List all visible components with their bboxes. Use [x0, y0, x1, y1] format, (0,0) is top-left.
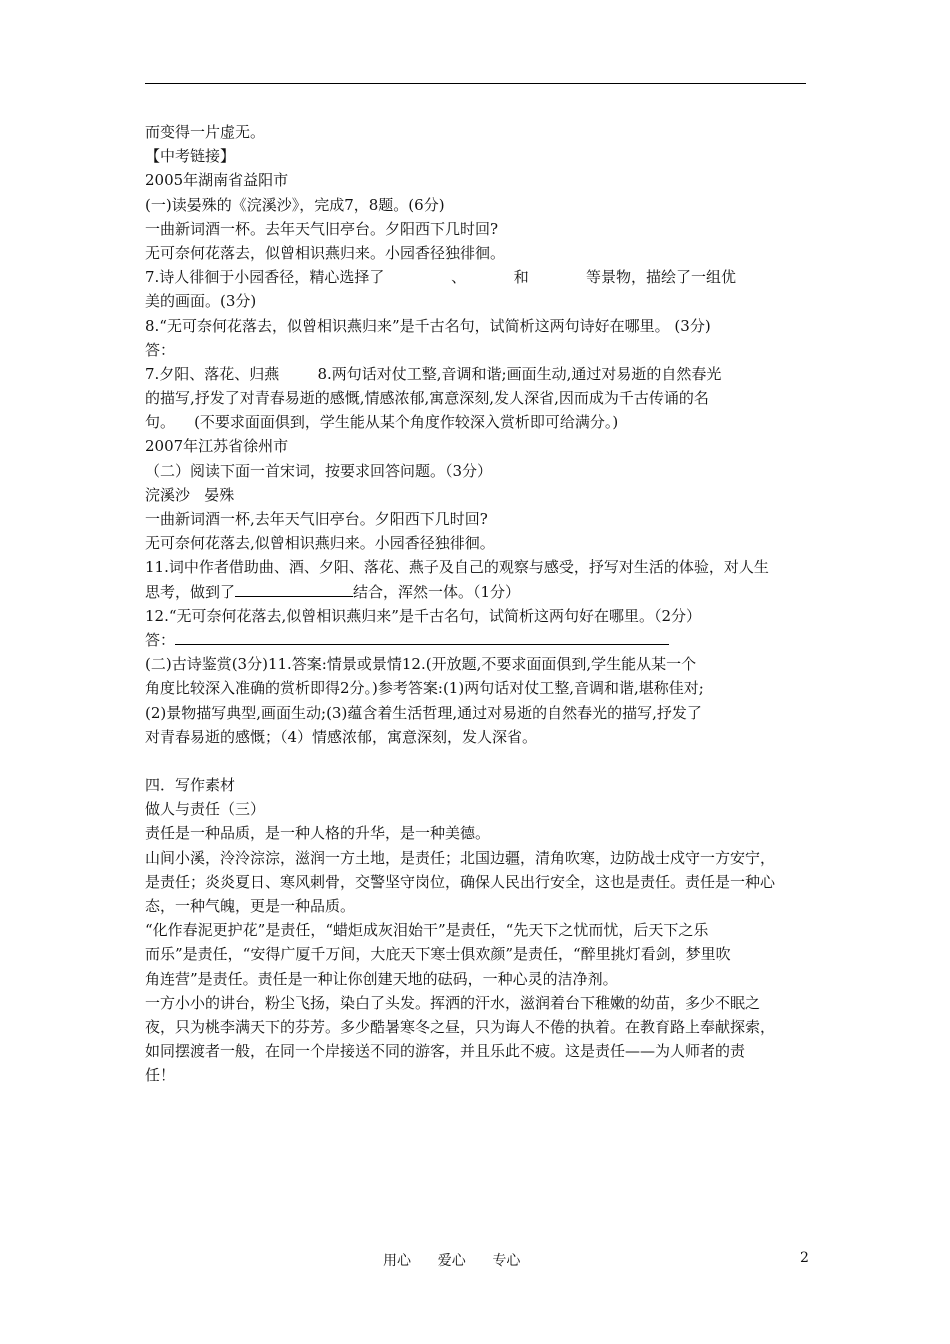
spacer — [145, 749, 815, 773]
document-body — [145, 120, 815, 1088]
text-line: 山间小溪，泠泠淙淙，滋润一方土地，是责任；北国边疆，清角吹寒，边防战士戍守一方安宁， — [145, 848, 776, 867]
section-heading: 【中考链接】 — [145, 147, 236, 166]
text-line: 2007年江苏省徐州市 — [145, 437, 289, 456]
answer-line — [145, 628, 815, 652]
answer-line: 7.夕阳、落花、归燕 8.两句话对仗工整,音调和谐;画面生动,通过对易逝的自然春光 — [145, 364, 722, 383]
subsection-heading: 做人与责任（三） — [145, 800, 266, 819]
answer-line: (2)景物描写典型,画面生动;(3)蕴含着生活哲理,通过对易逝的自然春光的描写,抒发了 — [145, 703, 702, 722]
question-line: 8.“无可奈何花落去，似曾相识燕归来”是千古名句，试简析这两句诗好在哪里。 (3分) — [145, 316, 711, 335]
answer-line: 的描写,抒发了对青春易逝的感慨,情感浓郁,寓意深刻,发人深省,因而成为千古传诵的名 — [145, 389, 709, 408]
answer-label: 答： — [145, 630, 176, 649]
text-line: 而变得一片虚无。 — [145, 123, 266, 141]
text-line: 责任是一种品质，是一种人格的升华，是一种美德。 — [145, 824, 491, 843]
text-line: 是责任；炎炎夏日、寒风刺骨，交警坚守岗位，确保人民出行安全，这也是责任。责任是一种心 — [145, 872, 776, 891]
question-line: 12.“无可奈何花落去,似曾相识燕归来”是千古名句，试简析这两句好在哪里。（2分） — [145, 606, 702, 625]
question-line: 7.诗人徘徊于小园香径，精心选择了 、 和 等景物，描绘了一组优 — [145, 268, 736, 287]
question-line: 11.词中作者借助曲、酒、夕阳、落花、燕子及自己的观察与感受，抒写对生活的体验，对人生 — [145, 558, 769, 577]
poem-title: 浣溪沙 晏殊 — [145, 485, 235, 504]
poem-line: 一曲新词酒一杯。去年天气旧亭台。夕阳西下几时回? — [145, 219, 499, 238]
poem-line: 一曲新词酒一杯,去年天气旧亭台。夕阳西下几时回? — [145, 510, 488, 528]
header-rule — [145, 83, 806, 84]
section-heading: 四．写作素材 — [145, 776, 236, 795]
text-line: 而乐”是责任，“安得广厦千万间，大庇天下寒士俱欢颜”是责任，“醉里挑灯看剑，梦里吹 — [145, 945, 731, 964]
poem-line: 无可奈何花落去,似曾相识燕归来。小园香径独徘徊。 — [145, 534, 495, 553]
text-line: “化作春泥更护花”是责任，“蜡炬成灰泪始干”是责任，“先天下之忧而忧，后天下之乐 — [145, 921, 709, 940]
text-line: (一)读晏殊的《浣溪沙》，完成7，8题。(6分) — [145, 195, 445, 214]
answer-line: (二)古诗鉴赏(3分)11.答案:情景或景情12.(开放题,不要求面面俱到,学生能从某一个 — [145, 655, 697, 674]
answer-label: 答： — [145, 340, 176, 359]
text-line: 2005年湖南省益阳市 — [145, 171, 289, 190]
footer-motto: 用心 爱心 专心 — [383, 1253, 521, 1269]
text-line: 态，一种气魄，更是一种品质。 — [145, 897, 356, 915]
poem-line: 无可奈何花落去，似曾相识燕归来。小园香径独徘徊。 — [145, 243, 506, 262]
text-line: （二）阅读下面一首宋词，按要求回答问题。（3分） — [145, 461, 493, 480]
text-line: 一方小小的讲台，粉尘飞扬，染白了头发。挥洒的汗水，滋润着台下稚嫩的幼苗，多少不眠之 — [145, 993, 761, 1012]
question-line — [145, 580, 815, 604]
answer-line: 角度比较深入准确的赏析即得2分。)参考答案:(1)两句话对仗工整,音调和谐,堪称佳对; — [145, 679, 704, 698]
text-line: 夜，只为桃李满天下的芬芳。多少酷暑寒冬之昼，只为诲人不倦的执着。在教育路上奉献探索， — [145, 1017, 776, 1036]
text-line: 角连营”是责任。责任是一种让你创建天地的砝码，一种心灵的洁净剂。 — [145, 969, 618, 988]
page-number: 2 — [800, 1250, 809, 1266]
text-line: 如同摆渡者一般，在同一个岸接送不同的游客，并且乐此不疲。这是责任——为人师者的责 — [145, 1042, 746, 1061]
question-text: 结合，浑然一体。（1分） — [353, 582, 521, 601]
question-text: 思考，做到了 — [145, 582, 236, 601]
answer-line: 句。 (不要求面面俱到，学生能从某个角度作较深入赏析即可给满分。) — [145, 413, 619, 432]
answer-underline — [175, 628, 669, 645]
blank-underline — [235, 580, 353, 597]
answer-line: 对青春易逝的感慨；（4）情感浓郁，寓意深刻，发人深省。 — [145, 727, 538, 746]
text-line: 任！ — [145, 1066, 176, 1085]
question-line: 美的画面。(3分) — [145, 292, 257, 311]
